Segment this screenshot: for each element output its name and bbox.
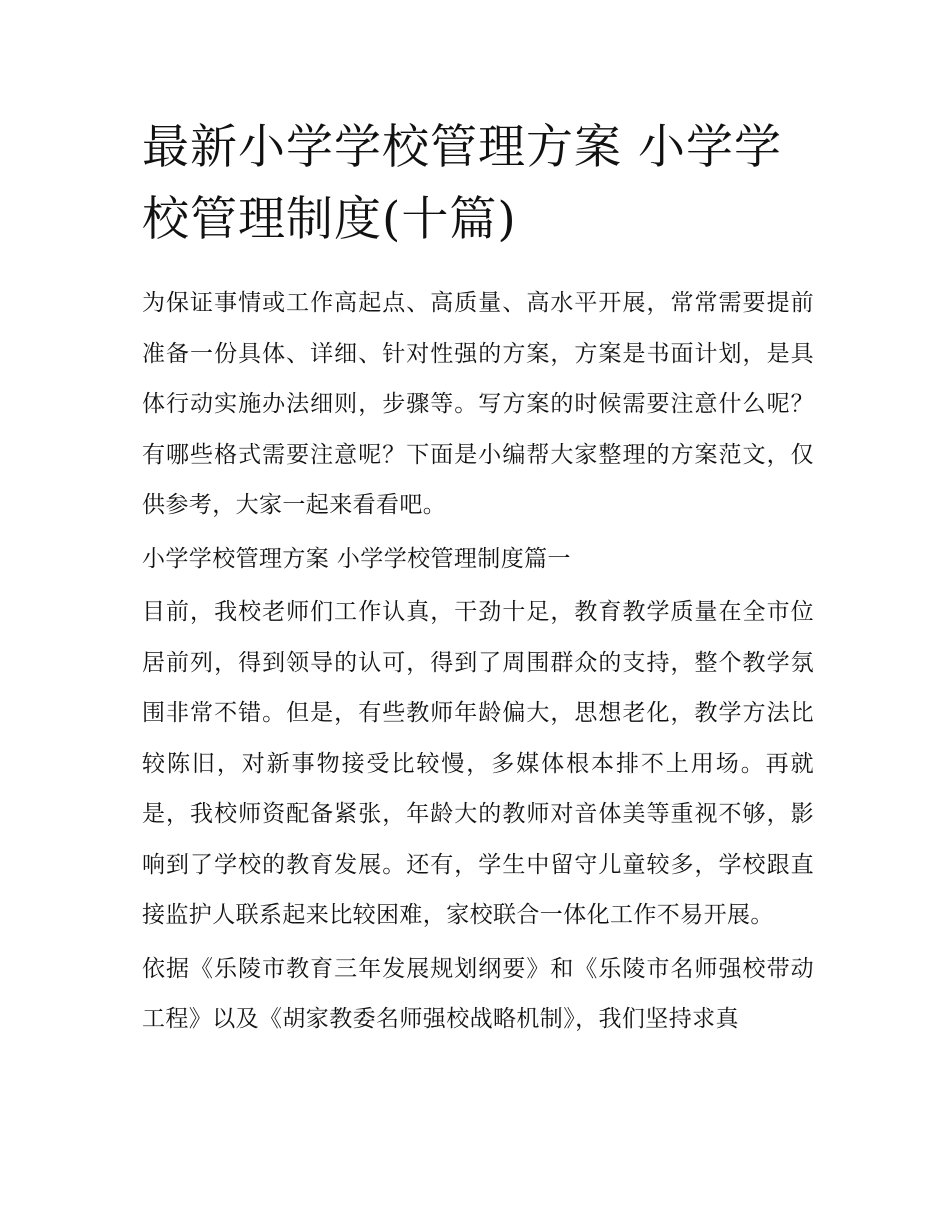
intro-paragraph: 为保证事情或工作高起点、高质量、高水平开展，常常需要提前准备一份具体、详细、针对性强的方案，方案是书面计划，是具体行动实施办法细则，步骤等。写方案的时候需要注意什么呢？有哪些格式需要注意呢？下面是小编帮大家整理的方案范文，仅供参考，大家一起来看看吧。 (142, 290, 814, 518)
section-heading: 小学学校管理方案 小学学校管理制度篇一 (142, 545, 571, 572)
body-paragraph: 目前，我校老师们工作认真，干劲十足，教育教学质量在全市位居前列，得到领导的认可，得到了周围群众的支持，整个教学氛围非常不错。但是，有些教师年龄偏大，思想老化，教学方法比较陈旧，对新事物接受比较慢，多媒体根本排不上用场。再就是，我校师资配备紧张，年龄大的教师对音体美等重视不够，影响到了学校的教育发展。还有，学生中留守儿童较多，学校跟直接监护人联系起来比较困难，家校联合一体化工作不易开展。 (142, 599, 814, 928)
document-page (142, 112, 814, 1048)
body-paragraph: 依据《乐陵市教育三年发展规划纲要》和《乐陵市名师强校带动工程》以及《胡家教委名师强校战略机制》，我们坚持求真 (142, 955, 814, 1032)
document-title: 最新小学学校管理方案 小学学校管理制度(十篇) (142, 120, 782, 247)
